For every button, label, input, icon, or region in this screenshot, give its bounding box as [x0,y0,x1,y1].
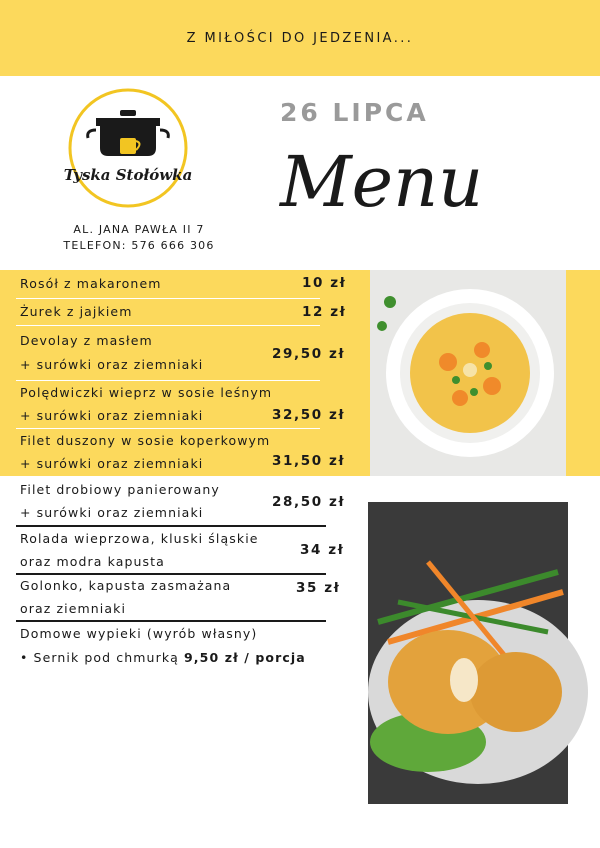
featured-band-edge [566,270,600,476]
phone: TELEFON: 576 666 306 [63,239,215,252]
menu-item-price: 10 zł [302,275,347,291]
bakery-heading: Domowe wypieki (wyrób własny) [20,626,258,641]
chicken-photo [368,502,568,804]
menu-item-price: 32,50 zł [272,407,346,423]
menu-item-detail: oraz modra kapusta [20,554,165,569]
bakery-item-price: 9,50 zł / porcja [184,650,306,665]
menu-item-name: Rolada wieprzowa, kluski śląskie [20,531,259,546]
menu-item-price: 31,50 zł [272,453,346,469]
menu-item-detail: oraz ziemniaki [20,601,127,616]
menu-item-price: 34 zł [300,542,345,558]
menu-item-name: Golonko, kapusta zasmażana [20,578,232,593]
menu-item-price: 29,50 zł [272,346,346,362]
menu-item-detail: + surówki oraz ziemniaki [20,408,204,423]
menu-item-name: Devolay z masłem [20,333,153,348]
menu-item-price: 28,50 zł [272,494,346,510]
menu-item-price: 35 zł [296,580,341,596]
menu-item-price: 12 zł [302,304,347,320]
soup-photo [370,270,566,476]
tagline: Z MIŁOŚCI DO JEDZENIA... [186,31,414,46]
menu-item-name: Filet duszony w sosie koperkowym [20,433,271,448]
menu-item-detail: + surówki oraz ziemniaki [20,505,204,520]
menu-title-text: Menu [280,141,484,223]
restaurant-logo [63,86,193,210]
menu-item-name: Polędwiczki wieprz w sosie leśnym [20,385,273,400]
menu-item-detail: + surówki oraz ziemniaki [20,456,204,471]
address-block [44,222,234,254]
menu-date: 26 LIPCA [280,98,429,127]
menu-item-name: Filet drobiowy panierowany [20,482,220,497]
brand-name: Tyska Stołówka [63,166,193,184]
menu-item-detail: + surówki oraz ziemniaki [20,357,204,372]
bakery-item [20,645,306,670]
menu-item-name: Żurek z jajkiem [20,304,133,319]
menu-title [276,130,484,240]
bakery-item-name: • Sernik pod chmurką [20,650,184,665]
menu-item-name: Rosół z makaronem [20,276,162,291]
address: AL. JANA PAWŁA II 7 [73,223,205,236]
divider [16,325,320,326]
